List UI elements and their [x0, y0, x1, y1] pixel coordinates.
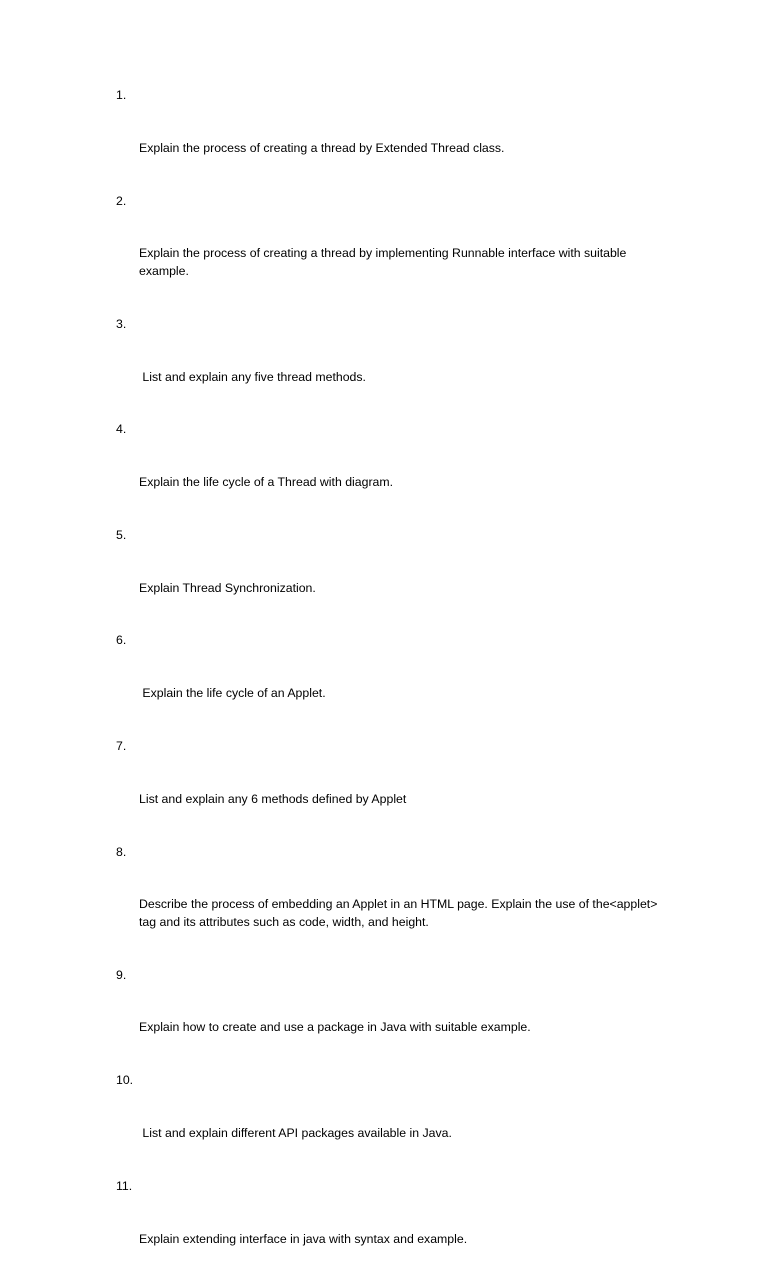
- question-item-9: [0, 967, 669, 1073]
- question-text: Explain the process of creating a thread by Extended Thread class.: [139, 140, 505, 155]
- question-text: Explain the life cycle of a Thread with diagram.: [139, 475, 394, 490]
- question-number: 4.: [116, 422, 127, 437]
- question-item-7: [0, 738, 669, 844]
- question-number: 8.: [116, 844, 127, 859]
- question-number: 2.: [116, 193, 127, 208]
- question-item-11: [0, 1178, 669, 1283]
- question-item-2: [0, 193, 669, 316]
- question-text: Describe the process of embedding an Applet in an HTML page. Explain the use of the<applet> tag and its attributes such as code, width, and height.: [139, 897, 661, 929]
- question-item-3: [0, 316, 669, 422]
- question-text: List and explain any five thread methods.: [139, 369, 366, 384]
- question-number: 9.: [116, 967, 127, 982]
- question-number: 11.: [116, 1178, 133, 1193]
- question-number: 7.: [116, 738, 127, 753]
- question-item-10: [0, 1072, 669, 1178]
- question-item-8: [0, 844, 669, 967]
- question-text: Explain the process of creating a thread by implementing Runnable interface with suitable example.: [139, 246, 630, 278]
- question-item-1: [0, 87, 669, 193]
- question-list: [0, 87, 768, 1283]
- question-number: 5.: [116, 527, 127, 542]
- question-number: 3.: [116, 316, 127, 331]
- question-text: List and explain different API packages available in Java.: [139, 1126, 452, 1141]
- question-text: Explain Thread Synchronization.: [139, 580, 316, 595]
- question-text: Explain the life cycle of an Applet.: [139, 686, 326, 701]
- question-text: List and explain any 6 methods defined by Applet: [139, 791, 407, 806]
- question-text: Explain extending interface in java with syntax and example.: [139, 1231, 468, 1246]
- question-text: Explain how to create and use a package in Java with suitable example.: [139, 1020, 531, 1035]
- question-number: 10.: [116, 1073, 134, 1088]
- question-number: 1.: [116, 88, 127, 102]
- question-number: 6.: [116, 633, 127, 648]
- question-item-6: [0, 632, 669, 738]
- question-item-4: [0, 421, 669, 527]
- question-item-5: [0, 527, 669, 633]
